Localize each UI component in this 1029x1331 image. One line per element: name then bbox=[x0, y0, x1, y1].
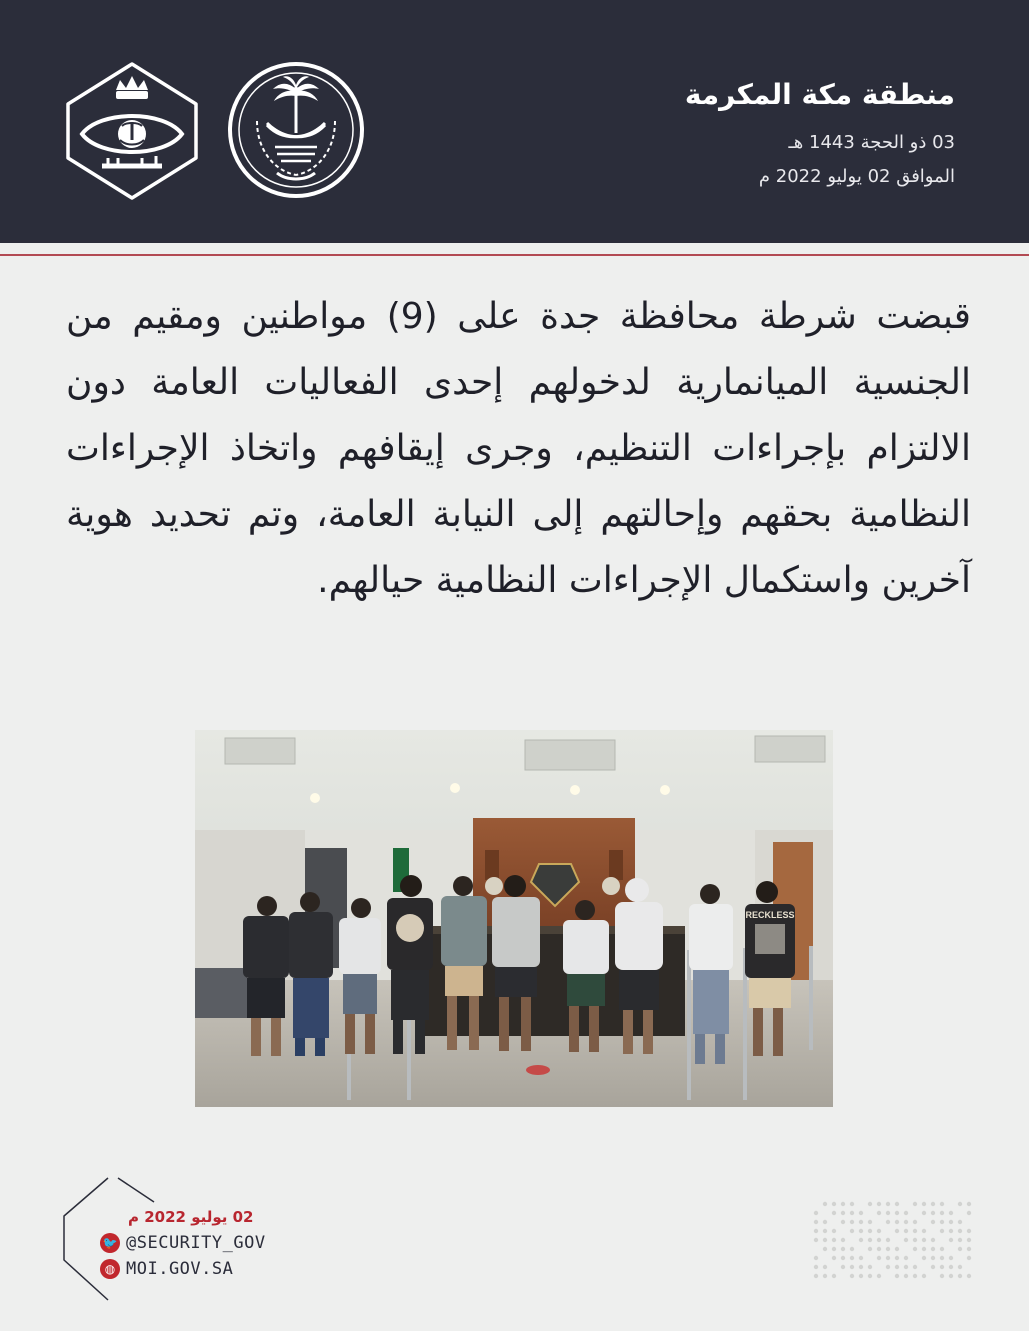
public-security-logo-icon bbox=[62, 60, 202, 202]
svg-text:RECKLESS: RECKLESS bbox=[745, 910, 795, 920]
hijri-date: 03 ذو الحجة 1443 هـ bbox=[788, 132, 955, 153]
saudi-emblem-icon bbox=[227, 61, 365, 199]
website-link: MOI.GOV.SA bbox=[126, 1259, 234, 1279]
press-statement: قبضت شرطة محافظة جدة على (9) مواطنين ومقيم من الجنسية الميانمارية لدخولهم إحدى الفعاليات العامة دون الالتزام بإجراءات التنظيم، وجرى إيقافهم واتخاذ الإجراءات النظامية بحقهم وإحالتهم إلى النيابة العامة، وتم تحديد هوية آخرين واستكمال الإجراءات النظامية حيالهم. bbox=[66, 296, 971, 601]
twitter-handle: @SECURITY_GOV bbox=[126, 1233, 266, 1253]
dotted-pattern-decoration bbox=[812, 1200, 974, 1282]
gregorian-date: الموافق 02 يوليو 2022 م bbox=[758, 166, 955, 187]
twitter-handle-row[interactable] bbox=[100, 1233, 266, 1253]
region-title: منطقة مكة المكرمة bbox=[684, 78, 955, 111]
footer-date: 02 يوليو 2022 م bbox=[128, 1208, 254, 1226]
website-row[interactable] bbox=[100, 1259, 233, 1279]
globe-icon: ◍ bbox=[100, 1259, 120, 1279]
header-divider bbox=[0, 254, 1029, 256]
arrest-photo bbox=[195, 730, 833, 1107]
twitter-icon: 🐦 bbox=[100, 1233, 120, 1253]
